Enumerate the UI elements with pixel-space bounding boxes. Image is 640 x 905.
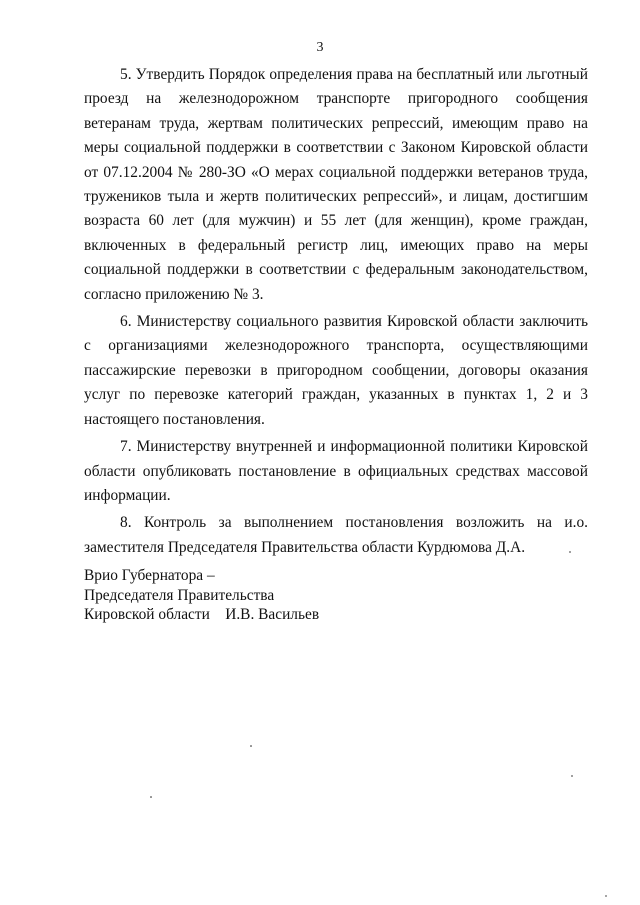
signatory-name-line: Кировской области И.В. Васильев	[84, 606, 320, 623]
scan-speck	[571, 775, 573, 777]
paragraph-item-8: 8. Контроль за выполнением постановления возложить на и.о. заместителя Председателя Правительства области Курдюмова Д.А.	[84, 514, 588, 556]
paragraph-item-6: 6. Министерству социального развития Кировской области заключить с организациями железнодорожного транспорта, осуществляющими пассажирские перевозки в пригородном сообщении, договоры оказания услуг по перевозке категорий граждан, указанных в пунктах 1, 2 и 3 настоящего постановления.	[84, 313, 588, 428]
document-body	[84, 63, 588, 560]
scan-speck	[605, 895, 607, 897]
paragraph-item-7: 7. Министерству внутренней и информационной политики Кировской области опубликовать постановление в официальных средствах массовой информации.	[84, 438, 588, 504]
scan-speck	[150, 796, 152, 798]
signatory-title-line-2: Председателя Правительства	[84, 586, 275, 604]
paragraph-item-5: 5. Утвердить Порядок определения права на бесплатный или льготный проезд на железнодорожном транспорте пригородного сообщения ветеранам труда, жертвам политических репрессий, имеющим право на меры социальной поддержки в соответствии с Законом Кировской области от 07.12.2004 № 280-ЗО «О мерах социальной поддержки ветеранов труда, тружеников тыла и жертв политических репрессий», и лицам, достигшим возраста 60 лет (для мужчин) и 55 лет (для женщин), кроме граждан, включенных в федеральный регистр лиц, имеющих право на меры социальной поддержки в соответствии с федеральным законодательством, согласно приложению № 3.	[84, 66, 588, 303]
scan-speck	[569, 551, 571, 553]
signature-block	[84, 566, 444, 625]
scan-speck	[250, 745, 252, 747]
page-number: 3	[316, 40, 324, 55]
signatory-title-line-1: Врио Губернатора –	[84, 567, 215, 584]
